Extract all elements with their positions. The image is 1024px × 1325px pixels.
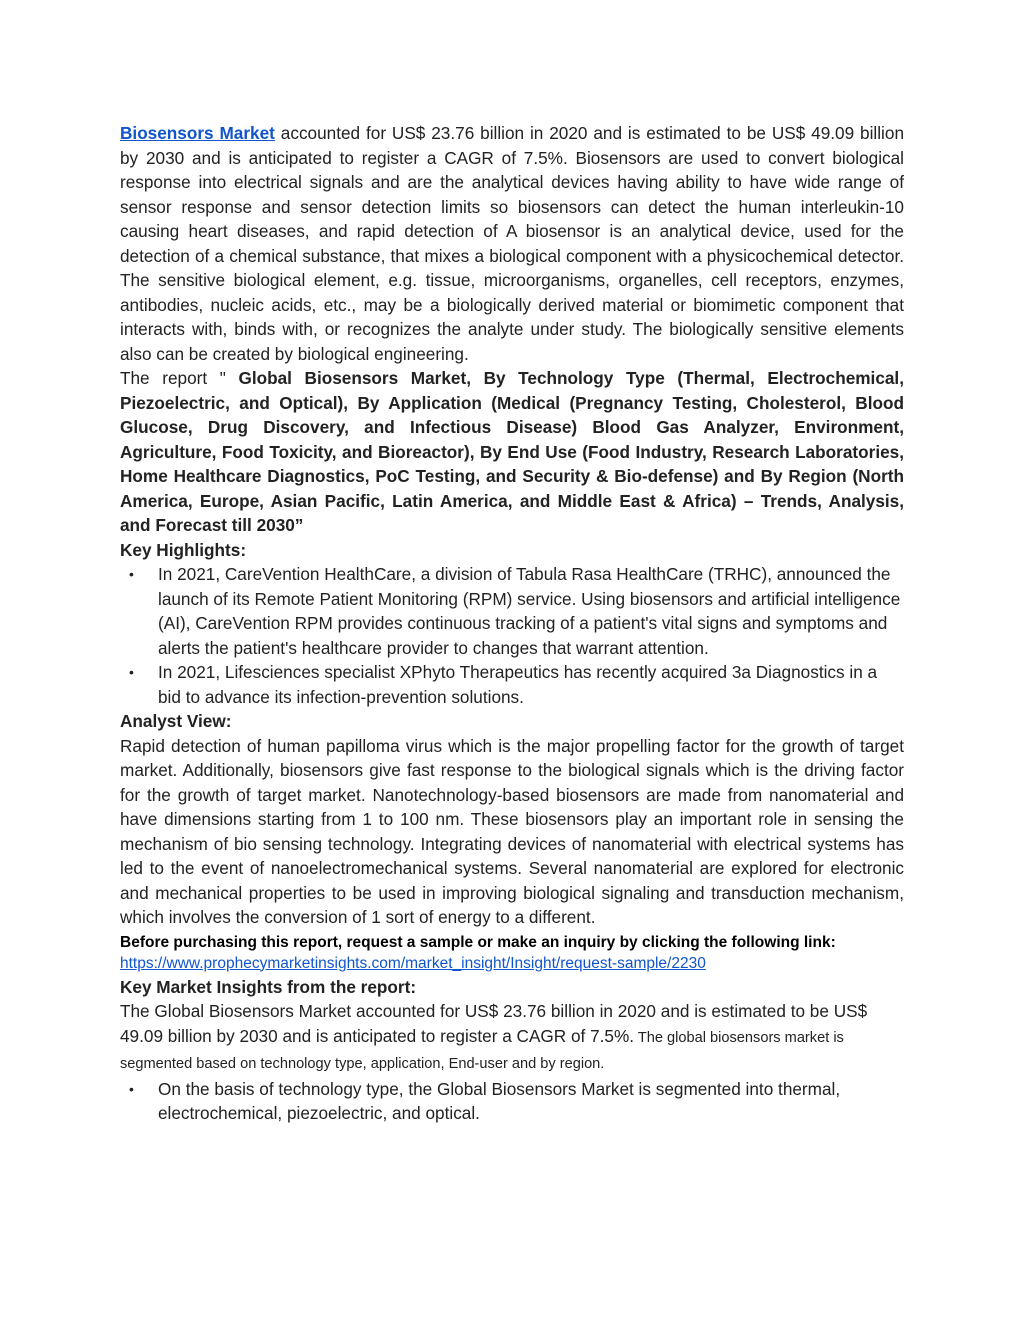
intro-text: accounted for US$ 23.76 billion in 2020 and is estimated to be US$ 49.09 billion by 2030 and is anticipated to register a CAGR of 7.5%. Biosensors are used to convert biological response into electrical signals and are the analytical devices having ability to have wide range of sensor response and sensor detection limits so biosensors can detect the human interleukin-10 causing heart diseases, and rapid detection of A biosensor is an analytical device, used for the detection of a chemical substance, that mixes a biological component with a physicochemical detector. The sensitive biological element, e.g. tissue, microorganisms, organelles, cell receptors, enzymes, antibodies, nucleic acids, etc., may be a biologically derived material or biomimetic component that interacts with, binds with, or recognizes the analyte under study. The biologically sensitive elements also can be created by biological engineering. [120, 123, 904, 364]
sample-request-link[interactable]: https://www.prophecymarketinsights.com/market_insight/Insight/request-sample/2230 [120, 954, 706, 972]
biosensors-market-link[interactable]: Biosensors Market [120, 123, 275, 143]
list-item-text: On the basis of technology type, the Global Biosensors Market is segmented into thermal, electrochemical, piezoelectric, and optical. [158, 1078, 841, 1123]
intro-paragraph [120, 121, 904, 366]
list-item [120, 562, 904, 660]
sample-request-notice: Before purchasing this report, request a sample or make an inquiry by clicking the following link: [120, 933, 836, 951]
sample-request-line [120, 953, 904, 975]
key-market-insights-list [120, 1077, 904, 1126]
list-item [120, 660, 904, 709]
bullet-icon: • [129, 1080, 134, 1097]
key-market-insights-heading: Key Market Insights from the report: [120, 976, 417, 997]
key-highlights-list [120, 562, 904, 709]
list-item-text: In 2021, CareVention HealthCare, a division of Tabula Rasa HealthCare (TRHC), announced the launch of its Remote Patient Monitoring (RPM) service. Using biosensors and artificial intelligence (AI), CareVention RPM provides continuous tracking of a patient's vital signs and symptoms and alerts the patient's healthcare provider to changes that warrant attention. [158, 564, 901, 658]
list-item-text: In 2021, Lifesciences specialist XPhyto Therapeutics has recently acquired 3a Diagnostics in a bid to advance its infection-prevention solutions. [158, 662, 878, 707]
key-highlights-heading: Key Highlights: [120, 539, 247, 560]
report-prefix: The report " [120, 368, 239, 388]
key-market-insights-paragraph [120, 999, 904, 1077]
key-market-insights-text: The Global Biosensors Market accounted for US$ 23.76 billion in 2020 and is estimated to be US$ 49.09 billion by 2030 and is anticipated to register a CAGR of 7.5%. [120, 1001, 868, 1046]
report-paragraph [120, 366, 904, 538]
list-item [120, 1077, 904, 1126]
bullet-icon: • [129, 664, 134, 680]
bullet-icon: • [129, 566, 134, 582]
analyst-view-heading: Analyst View: [120, 711, 232, 731]
key-market-insights-small-text: The global biosensors market is segmented based on technology type, application, End-user and by region. [120, 1029, 844, 1072]
document-page [120, 121, 904, 1126]
analyst-view-paragraph: Rapid detection of human papilloma virus which is the major propelling factor for the growth of target market. Additionally, biosensors give fast response to the biological signals which is the driving factor for the growth of target market. Nanotechnology-based biosensors are made from nanomaterial and have dimensions starting from 1 to 100 nm. These biosensors play an important role in sensing the mechanism of bio sensing technology. Integrating devices of nanomaterial with electrical systems has led to the event of nanoelectromechanical systems. Several nanomaterial are explored for electronic and mechanical properties to be used in improving biological signaling and transduction mechanism, which involves the conversion of 1 sort of energy to a different. [120, 735, 904, 927]
report-title: Global Biosensors Market, By Technology Type (Thermal, Electrochemical, Piezoelectric, and Optical), By Application (Medical (Pregnancy Testing, Cholesterol, Blood Glucose, Drug Discovery, and Infectious Disease) Blood Gas Analyzer, Environment, Agriculture, Food Toxicity, and Bioreactor), By End Use (Food Industry, Research Laboratories, Home Healthcare Diagnostics, PoC Testing, and Security & Bio-defense) and By Region (North America, Europe, Asian Pacific, Latin America, and Middle East & Africa) – Trends, Analysis, and Forecast till 2030” [120, 368, 904, 535]
